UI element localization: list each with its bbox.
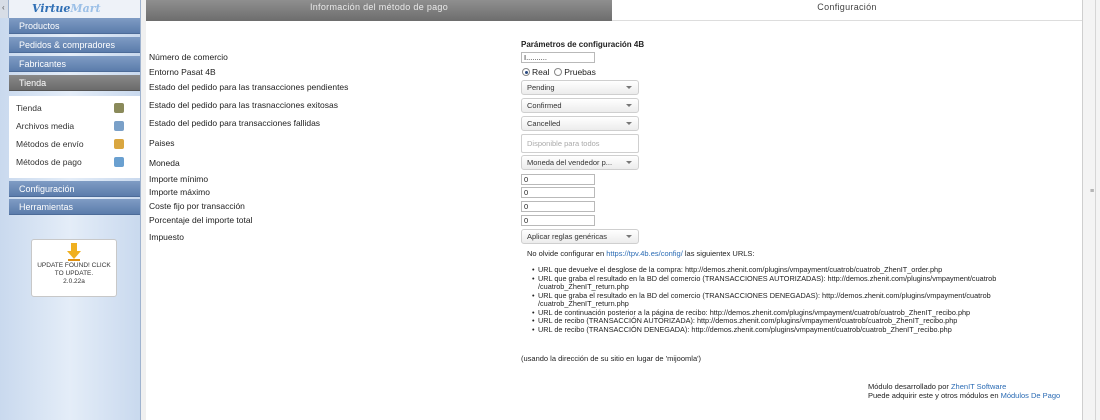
submenu-item-media[interactable] bbox=[9, 117, 140, 135]
media-icon bbox=[114, 121, 124, 131]
select-value: Aplicar reglas genéricas bbox=[527, 232, 608, 241]
label-importe-minimo: Importe mínimo bbox=[149, 174, 209, 184]
vertical-scrollbar[interactable] bbox=[1082, 0, 1100, 420]
submenu-label: Tienda bbox=[16, 103, 42, 113]
radio-pruebas-label: Pruebas bbox=[564, 67, 596, 77]
collapse-sidebar-button[interactable] bbox=[0, 0, 9, 18]
sidebar bbox=[0, 0, 141, 420]
note-prefix: No olvide configurar en bbox=[527, 249, 607, 258]
moneda-select[interactable] bbox=[521, 155, 639, 170]
label-numero-comercio: Número de comercio bbox=[149, 52, 228, 62]
label-estado-fallidas: Estado del pedido para transacciones fallidas bbox=[149, 118, 321, 128]
download-arrow-icon bbox=[66, 243, 82, 261]
menu-herramientas[interactable]: Herramientas bbox=[9, 199, 140, 215]
chevron-down-icon bbox=[626, 235, 632, 238]
porcentaje-input[interactable] bbox=[521, 215, 595, 226]
select-value: Cancelled bbox=[527, 119, 561, 128]
radio-real-label: Real bbox=[532, 67, 550, 77]
submenu-item-envio[interactable] bbox=[9, 135, 140, 153]
label-estado-exitosas: Estado del pedido para las trasnacciones exitosas bbox=[149, 100, 339, 110]
menu-configuracion[interactable]: Configuración bbox=[9, 181, 140, 197]
submenu-item-tienda[interactable] bbox=[9, 99, 140, 117]
select-value: Confirmed bbox=[527, 101, 562, 110]
update-line-1: UPDATE FOUND! CLICK bbox=[37, 262, 111, 269]
scroll-grip-icon[interactable]: ≡ bbox=[1090, 188, 1095, 195]
payment-icon bbox=[114, 157, 124, 167]
tienda-submenu bbox=[9, 96, 140, 178]
impuesto-select[interactable] bbox=[521, 229, 639, 244]
estado-exitosas-select[interactable] bbox=[521, 98, 639, 113]
logo-bar bbox=[9, 0, 140, 18]
menu-fabricantes[interactable]: Fabricantes bbox=[9, 56, 140, 72]
radio-real[interactable] bbox=[522, 68, 530, 76]
update-line-2: TO UPDATE. bbox=[54, 270, 94, 277]
chevron-down-icon bbox=[626, 104, 632, 107]
virtuemart-logo[interactable] bbox=[32, 2, 101, 15]
note-suffix: las siguientex URLS: bbox=[682, 249, 755, 258]
submenu-item-pago[interactable] bbox=[9, 153, 140, 171]
config-panel bbox=[146, 21, 1082, 420]
label-entorno: Entorno Pasat 4B bbox=[149, 67, 216, 77]
logo-text-1: Virtue bbox=[32, 2, 71, 15]
list-item: • URL que graba el resultado en la BD del comercio (TRANSACCIONES AUTORIZADAS): http://demos.zhenit.com/plugins/vmpayment/cuatrob /cuatrob_ZhenIT_return.php bbox=[532, 273, 997, 291]
list-item: • URL de recibo (TRANSACCIÓN AUTORIZADA): http://demos.zhenit.com/plugins/vmpayment/cuatrob/cuatrob_ZhenIT_recibo.php bbox=[532, 316, 958, 325]
estado-pendientes-select[interactable] bbox=[521, 80, 639, 95]
using-note: (usando la dirección de su sitio en lugar de 'mijoomla') bbox=[521, 354, 702, 363]
list-item: • URL que devuelve el desglose de la compra: http://demos.zhenit.com/plugins/vmpayment/cuatrob/cuatrob_ZhenIT_order.php bbox=[532, 265, 943, 274]
importe-maximo-input[interactable] bbox=[521, 187, 595, 198]
label-paises: Paises bbox=[149, 138, 175, 148]
estado-fallidas-select[interactable] bbox=[521, 116, 639, 131]
update-version: 2.0.22a bbox=[63, 278, 85, 285]
menu-productos[interactable]: Productos bbox=[9, 18, 140, 34]
importe-minimo-input[interactable] bbox=[521, 174, 595, 185]
url-list bbox=[532, 265, 1058, 334]
list-item: • URL de continuación posterior a la página de recibo: http://demos.zhenit.com/plugins/vmpayment/cuatrob/cuatrob_ZhenIT_recibo.php bbox=[532, 307, 971, 317]
list-item: • URL de recibo (TRANSACCIÓN DENEGADA): http://demos.zhenit.com/plugins/vmpayment/cuatrob/cuatrob_ZhenIT_recibo.php bbox=[532, 324, 952, 334]
zhenit-link[interactable]: ZhenIT Software bbox=[950, 382, 1007, 391]
truck-icon bbox=[114, 139, 124, 149]
submenu-label: Métodos de pago bbox=[16, 157, 82, 167]
chevron-down-icon bbox=[626, 86, 632, 89]
store-icon bbox=[114, 103, 124, 113]
footer-credits: Módulo desarrollado por ZhenIT Software Puede adquirir este y otros módulos en Módulos De Pago bbox=[868, 382, 1061, 400]
tpv-config-link[interactable]: https://tpv.4b.es/config/ bbox=[606, 249, 683, 258]
label-impuesto: Impuesto bbox=[149, 232, 184, 242]
menu-tienda[interactable]: Tienda bbox=[9, 75, 140, 91]
logo-text-2: Mart bbox=[70, 2, 101, 15]
menu-pedidos[interactable]: Pedidos & compradores bbox=[9, 37, 140, 53]
chevron-left-icon: ‹ bbox=[2, 3, 5, 12]
submenu-label: Métodos de envío bbox=[16, 139, 84, 149]
config-note bbox=[527, 249, 755, 258]
label-coste-fijo: Coste fijo por transacción bbox=[149, 201, 245, 211]
modulos-de-pago-link[interactable]: Módulos De Pago bbox=[1000, 391, 1061, 400]
radio-pruebas[interactable] bbox=[554, 68, 562, 76]
tab-informacion[interactable]: Información del método de pago bbox=[146, 0, 612, 21]
label-estado-pendientes: Estado del pedido para las transacciones pendientes bbox=[149, 82, 349, 92]
chevron-down-icon bbox=[626, 122, 632, 125]
coste-fijo-input[interactable] bbox=[521, 201, 595, 212]
submenu-label: Archivos media bbox=[16, 121, 75, 131]
label-porcentaje: Porcentaje del importe total bbox=[149, 215, 253, 225]
params-title: Parámetros de configuración 4B bbox=[521, 40, 645, 49]
chevron-down-icon bbox=[626, 161, 632, 164]
select-value: Pending bbox=[527, 83, 555, 92]
entorno-radio-group bbox=[522, 67, 596, 77]
label-moneda: Moneda bbox=[149, 158, 180, 168]
select-value: Moneda del vendedor p... bbox=[527, 158, 613, 167]
numero-comercio-input[interactable] bbox=[521, 52, 595, 63]
update-notice[interactable] bbox=[31, 239, 117, 297]
tab-configuracion[interactable]: Configuración bbox=[612, 0, 1082, 21]
paises-multiselect[interactable]: Disponible para todos bbox=[521, 134, 639, 153]
list-item: • URL que graba el resultado en la BD del comercio (TRANSACCIONES DENEGADAS): http://demos.zhenit.com/plugins/vmpayment/cuatrob /cuatrob_ZhenIT_return.php bbox=[532, 290, 991, 308]
label-importe-maximo: Importe máximo bbox=[149, 187, 210, 197]
